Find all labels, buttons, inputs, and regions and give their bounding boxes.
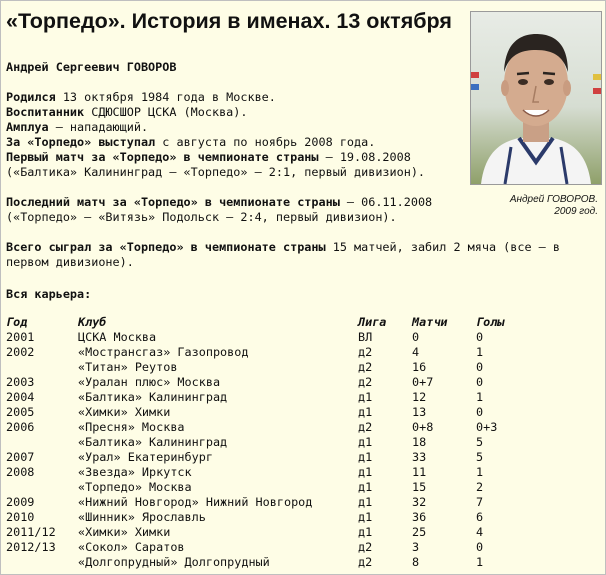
- cell-league: д1: [358, 525, 373, 539]
- cell-year: 2011/12: [6, 525, 56, 539]
- bio-first-match-text: – 19.08.2008 («Балтика» Калининград – «Торпедо» – 2:1, первый дивизион).: [6, 150, 426, 179]
- bio-total-text: 15 матчей, забил 2 мяча (все – в первом дивизионе).: [6, 240, 560, 269]
- cell-year: 2003: [6, 375, 35, 389]
- cell-matches: 16: [412, 360, 427, 374]
- cell-year: 2009: [6, 495, 35, 509]
- header-club: Клуб: [78, 315, 107, 329]
- bio-last-match: [6, 195, 466, 225]
- cell-goals: 0: [476, 330, 484, 344]
- cell-goals: 4: [476, 525, 484, 539]
- cell-league: ВЛ: [358, 330, 373, 344]
- cell-league: д2: [358, 420, 373, 434]
- bio-total: [6, 240, 602, 270]
- cell-club: «Балтика» Калининград: [78, 435, 228, 449]
- bio-first-match: [6, 150, 466, 180]
- cell-league: д1: [358, 390, 373, 404]
- cell-goals: 1: [476, 345, 484, 359]
- cell-club: «Торпедо» Москва: [78, 480, 192, 494]
- cell-matches: 0+7: [412, 375, 434, 389]
- player-name: Андрей Сергеевич ГОВОРОВ: [6, 60, 177, 74]
- cell-club: «Пресня» Москва: [78, 420, 185, 434]
- cell-goals: 0: [476, 540, 484, 554]
- cell-goals: 0: [476, 360, 484, 374]
- header-goals: Голы: [476, 315, 505, 329]
- cell-league: д1: [358, 480, 373, 494]
- cell-matches: 18: [412, 435, 427, 449]
- cell-goals: 5: [476, 435, 484, 449]
- bio-academy-text: СДЮСШОР ЦСКА (Москва).: [84, 105, 248, 119]
- caption-name: Андрей ГОВОРОВ.: [509, 194, 598, 205]
- cell-matches: 0: [412, 330, 420, 344]
- caption-year: 2009 год.: [554, 206, 598, 217]
- photo-caption: [478, 194, 598, 218]
- header-year: Год: [6, 315, 28, 329]
- header-matches: Матчи: [412, 315, 448, 329]
- cell-matches: 25: [412, 525, 427, 539]
- cell-matches: 36: [412, 510, 427, 524]
- cell-club: «Мострансгаз» Газопровод: [78, 345, 249, 359]
- cell-year: 2001: [6, 330, 35, 344]
- cell-goals: 0: [476, 375, 484, 389]
- cell-matches: 15: [412, 480, 427, 494]
- cell-club: «Сокол» Саратов: [78, 540, 185, 554]
- bio-academy: [6, 105, 466, 120]
- cell-league: д1: [358, 435, 373, 449]
- cell-year: 2004: [6, 390, 35, 404]
- cell-matches: 8: [412, 555, 420, 569]
- cell-matches: 32: [412, 495, 427, 509]
- cell-matches: 0+8: [412, 420, 434, 434]
- cell-league: д1: [358, 495, 373, 509]
- header-league: Лига: [358, 315, 387, 329]
- career-heading: Вся карьера:: [6, 287, 92, 301]
- cell-goals: 1: [476, 465, 484, 479]
- cell-year: 2006: [6, 420, 35, 434]
- cell-year: 2007: [6, 450, 35, 464]
- cell-year: 2010: [6, 510, 35, 524]
- bio-total-label: Всего сыграл за «Торпедо» в чемпионате страны: [6, 240, 326, 254]
- bio-role: [6, 120, 466, 135]
- bio-academy-label: Воспитанник: [6, 105, 85, 119]
- bio-role-text: – нападающий.: [48, 120, 149, 134]
- cell-league: д2: [358, 360, 373, 374]
- bio-born: [6, 90, 466, 105]
- cell-club: «Балтика» Калининград: [78, 390, 228, 404]
- cell-league: д1: [358, 510, 373, 524]
- cell-club: «Химки» Химки: [78, 405, 171, 419]
- cell-club: «Шинник» Ярославль: [78, 510, 206, 524]
- cell-goals: 2: [476, 480, 484, 494]
- cell-league: д1: [358, 465, 373, 479]
- cell-club: «Урал» Екатеринбург: [78, 450, 213, 464]
- cell-league: д1: [358, 405, 373, 419]
- cell-club: «Титан» Реутов: [78, 360, 178, 374]
- cell-year: 2008: [6, 465, 35, 479]
- cell-goals: 0: [476, 405, 484, 419]
- cell-league: д1: [358, 450, 373, 464]
- bio-period: [6, 135, 466, 150]
- bio-period-label: За «Торпедо» выступал: [6, 135, 156, 149]
- cell-goals: 6: [476, 510, 484, 524]
- cell-goals: 7: [476, 495, 484, 509]
- cell-club: «Нижний Новгород» Нижний Новгород: [78, 495, 313, 509]
- player-photo: [470, 11, 602, 185]
- cell-club: «Уралан плюс» Москва: [78, 375, 221, 389]
- bio-role-label: Амплуа: [6, 120, 49, 134]
- cell-matches: 3: [412, 540, 420, 554]
- cell-league: д2: [358, 345, 373, 359]
- cell-goals: 0+3: [476, 420, 498, 434]
- cell-club: ЦСКА Москва: [78, 330, 157, 344]
- page-title: «Торпедо». История в именах. 13 октября: [6, 9, 452, 33]
- cell-matches: 12: [412, 390, 427, 404]
- cell-matches: 13: [412, 405, 427, 419]
- cell-club: «Звезда» Иркутск: [78, 465, 192, 479]
- bio-last-match-text: – 06.11.2008 («Торпедо» – «Витязь» Подольск – 2:4, первый дивизион).: [6, 195, 433, 224]
- cell-club: «Долгопрудный» Долгопрудный: [78, 555, 270, 569]
- cell-matches: 33: [412, 450, 427, 464]
- cell-league: д2: [358, 540, 373, 554]
- cell-league: д2: [358, 555, 373, 569]
- bio-last-match-label: Последний матч за «Торпедо» в чемпионате страны: [6, 195, 340, 209]
- bio-first-match-label: Первый матч за «Торпедо» в чемпионате страны: [6, 150, 319, 164]
- cell-year: 2002: [6, 345, 35, 359]
- bio-born-label: Родился: [6, 90, 56, 104]
- bio-born-text: 13 октября 1984 года в Москве.: [55, 90, 276, 104]
- cell-club: «Химки» Химки: [78, 525, 171, 539]
- cell-goals: 1: [476, 390, 484, 404]
- cell-matches: 11: [412, 465, 427, 479]
- cell-goals: 1: [476, 555, 484, 569]
- bio-period-text: с августа по ноябрь 2008 года.: [155, 135, 376, 149]
- cell-matches: 4: [412, 345, 420, 359]
- cell-year: 2012/13: [6, 540, 56, 554]
- cell-league: д2: [358, 375, 373, 389]
- cell-goals: 5: [476, 450, 484, 464]
- cell-year: 2005: [6, 405, 35, 419]
